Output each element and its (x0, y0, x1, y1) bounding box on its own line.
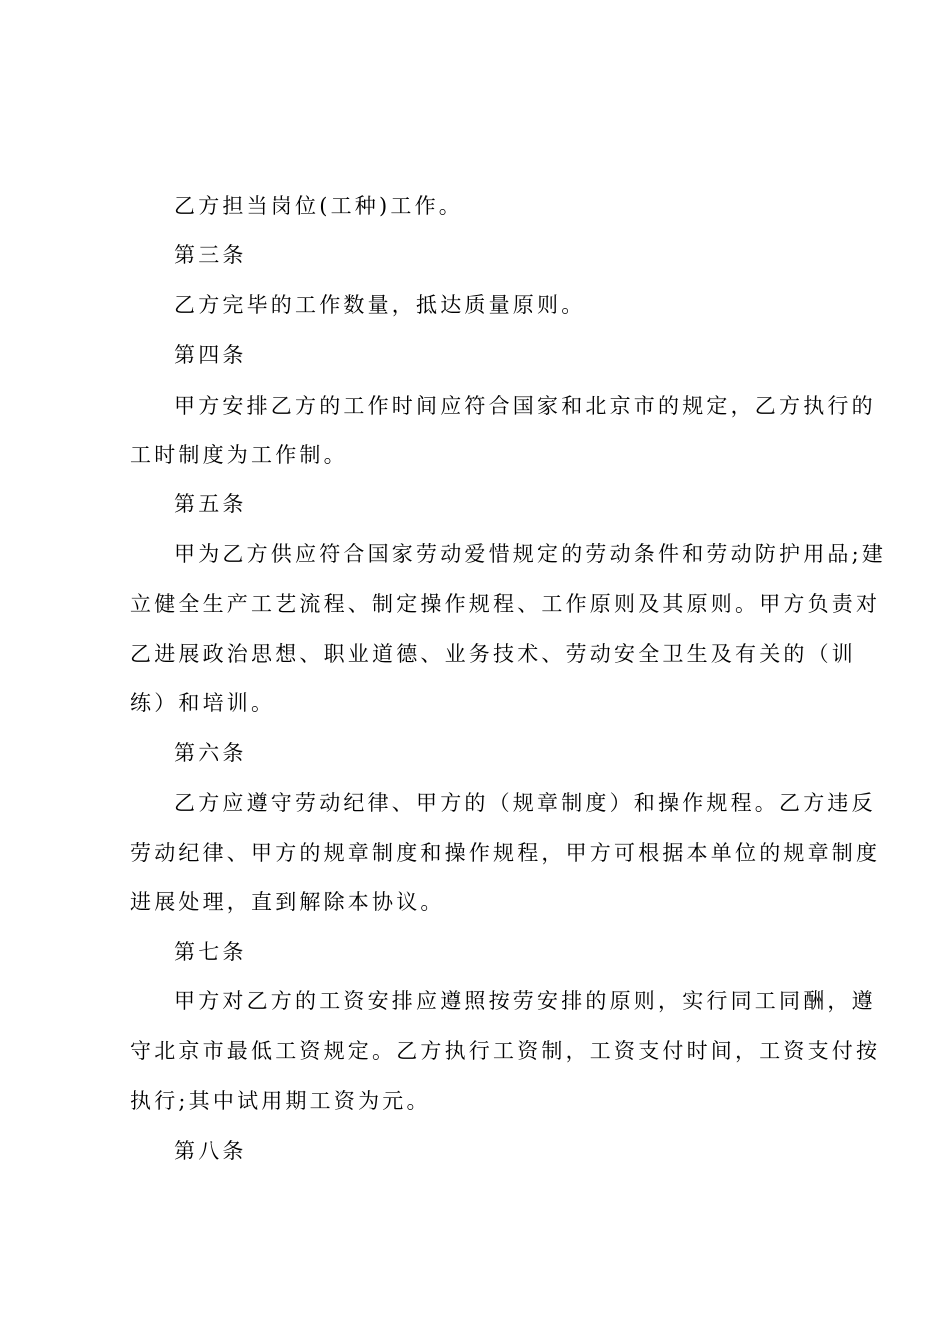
article-heading: 第四条 (174, 343, 247, 367)
text-line: 劳动纪律、甲方的规章制度和操作规程，甲方可根据本单位的规章制度 (130, 841, 881, 865)
text-line: 守北京市最低工资规定。乙方执行工资制，工资支付时间，工资支付按 (130, 1039, 881, 1063)
text-line: 工时制度为工作制。 (130, 443, 348, 467)
text-line: 乙方完毕的工作数量，抵达质量原则。 (174, 293, 586, 317)
article-heading: 第八条 (174, 1139, 247, 1163)
article-heading: 第六条 (174, 741, 247, 765)
text-line: 乙方应遵守劳动纪律、甲方的（规章制度）和操作规程。乙方违反 (174, 791, 876, 815)
text-line: 乙进展政治思想、职业道德、业务技术、劳动安全卫生及有关的（训 (130, 642, 856, 666)
text-line: 乙方担当岗位(工种)工作。 (174, 194, 463, 218)
article-heading: 第五条 (174, 492, 247, 516)
article-heading: 第七条 (174, 940, 247, 964)
text-line: 进展处理，直到解除本协议。 (130, 890, 445, 914)
text-line: 立健全生产工艺流程、制定操作规程、工作原则及其原则。甲方负责对 (130, 592, 881, 616)
text-line: 甲为乙方供应符合国家劳动爱惜规定的劳动条件和劳动防护用品;建 (174, 542, 887, 566)
article-heading: 第三条 (174, 243, 247, 267)
text-line: 练）和培训。 (130, 691, 276, 715)
text-line: 甲方安排乙方的工作时间应符合国家和北京市的规定，乙方执行的 (174, 394, 876, 418)
text-line: 甲方对乙方的工资安排应遵照按劳安排的原则，实行同工同酬，遵 (174, 989, 876, 1013)
text-line: 执行;其中试用期工资为元。 (130, 1089, 431, 1113)
